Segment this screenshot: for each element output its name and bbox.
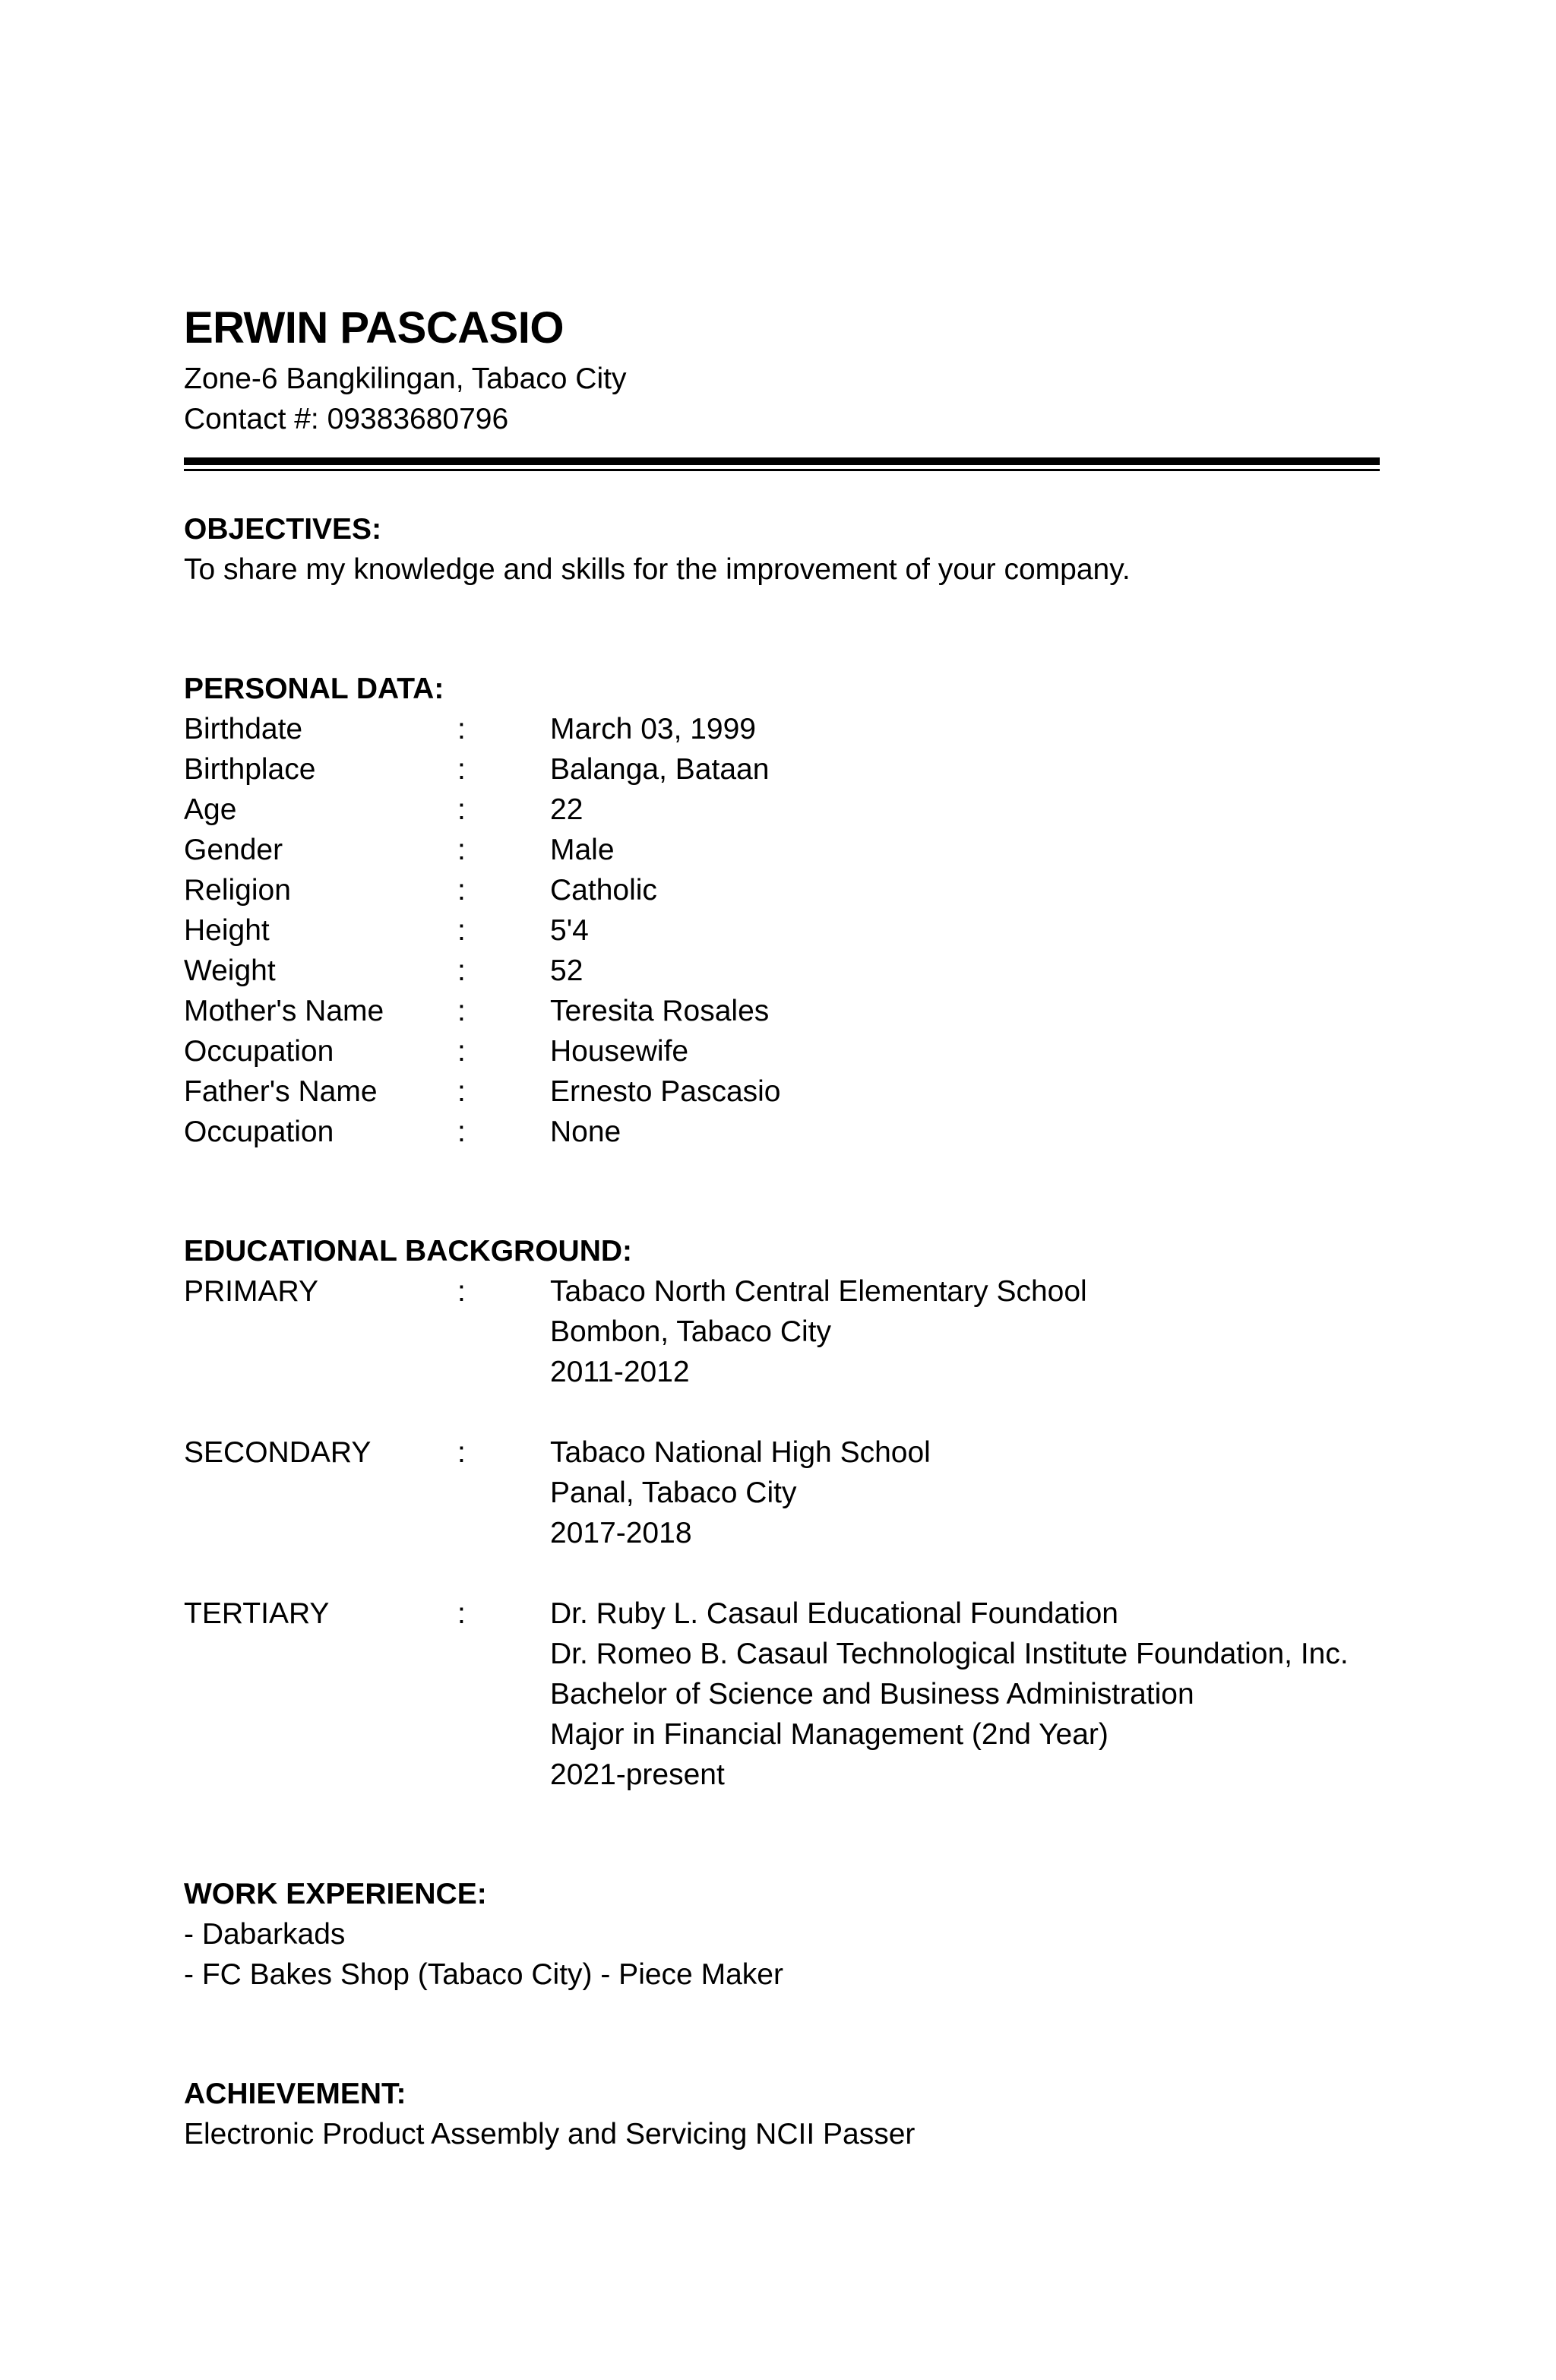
school-years: 2021-present [550,1758,725,1791]
achievement-section [184,2074,1380,2154]
field-label: Birthplace [184,753,316,786]
field-label: Occupation [184,1035,334,1068]
personal-row-birthdate [184,709,1380,749]
field-separator: : [457,874,466,907]
field-separator: : [457,995,466,1027]
work-experience-heading: WORK EXPERIENCE: [184,1878,487,1910]
achievement-text: Electronic Product Assembly and Servicing NCII Passer [184,2118,916,2151]
school-years: 2011-2012 [550,1356,690,1388]
field-separator: : [457,1275,466,1308]
field-label: Height [184,914,270,947]
degree: Bachelor of Science and Business Administration [550,1678,1194,1711]
applicant-name: ERWIN PASCASIO [184,303,565,353]
field-label: Religion [184,874,291,907]
personal-row-fathers-occupation [184,1112,1380,1152]
education-level: PRIMARY [184,1275,318,1308]
field-label: Gender [184,834,283,866]
field-label: Weight [184,954,276,987]
objectives-text: To share my knowledge and skills for the improvement of your company. [184,553,1131,586]
field-label: Father's Name [184,1075,378,1108]
address: Zone-6 Bangkilingan, Tabaco City [184,362,627,395]
foundation-name: Dr. Ruby L. Casaul Educational Foundation [550,1597,1118,1630]
work-item: - FC Bakes Shop (Tabaco City) - Piece Maker [184,1958,783,1991]
field-value: Housewife [550,1035,689,1068]
field-value: None [550,1116,621,1148]
personal-row-mothers-name [184,991,1380,1031]
work-item: - Dabarkads [184,1918,346,1951]
major: Major in Financial Management (2nd Year) [550,1718,1108,1751]
education-section [184,1231,1380,1795]
field-separator: : [457,1597,466,1630]
personal-row-fathers-name [184,1071,1380,1112]
contact-number: Contact #: 09383680796 [184,403,509,435]
school-location: Bombon, Tabaco City [550,1315,831,1348]
field-value: March 03, 1999 [550,713,757,745]
field-separator: : [457,1035,466,1068]
work-experience-section [184,1874,1380,1995]
school-name: Dr. Romeo B. Casaul Technological Institute Foundation, Inc. [550,1638,1349,1670]
school-name: Tabaco National High School [550,1436,931,1469]
field-value: Balanga, Bataan [550,753,770,786]
personal-data-section [184,669,1380,1152]
field-separator: : [457,1116,466,1148]
field-value: Teresita Rosales [550,995,770,1027]
personal-row-weight [184,951,1380,991]
resume-content [184,298,1380,2154]
field-separator: : [457,793,466,826]
divider-thick-line [184,457,1380,465]
field-separator: : [457,753,466,786]
field-separator: : [457,954,466,987]
field-value: Ernesto Pascasio [550,1075,781,1108]
field-value: Male [550,834,615,866]
education-primary [184,1271,1380,1392]
education-details [550,1271,1380,1392]
field-label: Birthdate [184,713,303,745]
education-details [550,1432,1380,1553]
education-details [550,1594,1380,1795]
education-level: TERTIARY [184,1597,330,1630]
field-label: Age [184,793,237,826]
divider-thin-line [184,469,1380,471]
field-separator: : [457,713,466,745]
achievement-heading: ACHIEVEMENT: [184,2078,406,2110]
field-label: Occupation [184,1116,334,1148]
field-separator: : [457,1436,466,1469]
field-value: Catholic [550,874,657,907]
personal-data-list [184,709,1380,1152]
field-separator: : [457,834,466,866]
education-level: SECONDARY [184,1436,372,1469]
personal-row-age [184,790,1380,830]
objectives-heading: OBJECTIVES: [184,513,382,546]
field-label: Mother's Name [184,995,384,1027]
school-name: Tabaco North Central Elementary School [550,1275,1087,1308]
field-value: 52 [550,954,584,987]
personal-row-height [184,910,1380,951]
education-tertiary [184,1594,1380,1795]
field-value: 5'4 [550,914,589,947]
header-divider [184,457,1380,471]
field-value: 22 [550,793,584,826]
field-separator: : [457,1075,466,1108]
school-years: 2017-2018 [550,1517,692,1549]
education-secondary [184,1432,1380,1553]
personal-row-religion [184,870,1380,910]
objectives-section [184,509,1380,590]
personal-data-heading: PERSONAL DATA: [184,673,444,705]
field-separator: : [457,914,466,947]
education-heading: EDUCATIONAL BACKGROUND: [184,1235,633,1268]
personal-row-birthplace [184,749,1380,790]
school-location: Panal, Tabaco City [550,1476,797,1509]
personal-row-mothers-occupation [184,1031,1380,1071]
personal-row-gender [184,830,1380,870]
